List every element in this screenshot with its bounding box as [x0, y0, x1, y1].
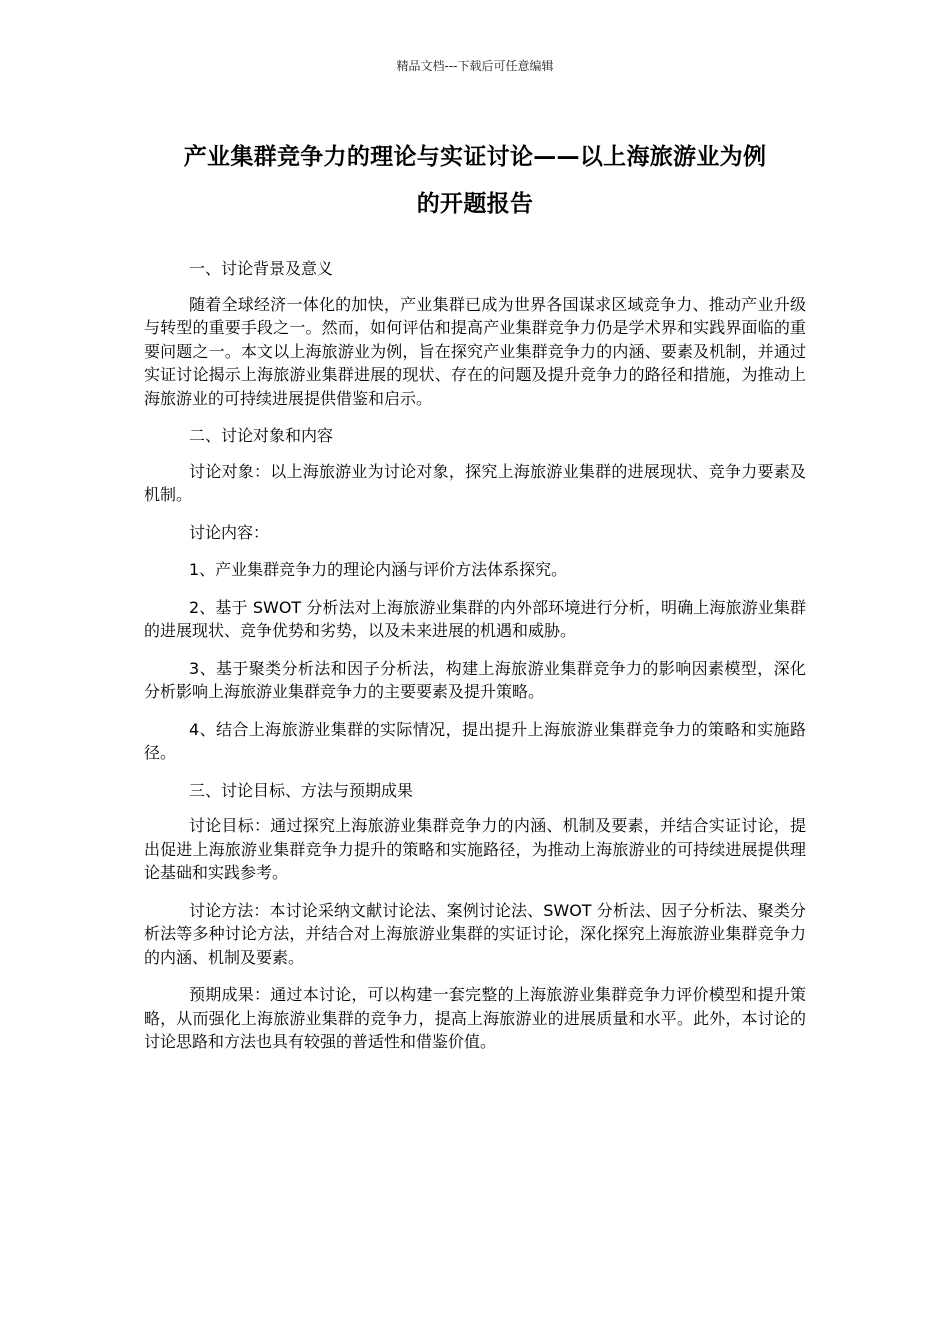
research-object-paragraph: 讨论对象：以上海旅游业为讨论对象，探究上海旅游业集群的进展现状、竞争力要素及机制。 — [144, 461, 806, 504]
title-line-2: 的开题报告 — [416, 191, 534, 217]
section-2-heading: 二、讨论对象和内容 — [189, 426, 334, 445]
section-1-paragraph: 随着全球经济一体化的加快，产业集群已成为世界各国谋求区域竞争力、推动产业升级与转型的重要手段之一。然而，如何评估和提高产业集群竞争力仍是学术界和实践界面临的重要问题之一。本文以上海旅游业为例，旨在探究产业集群竞争力的内涵、要素及机制，并通过实证讨论揭示上海旅游业集群进展的现状、存在的问题及提升竞争力的路径和措施，为推动上海旅游业的可持续进展提供借鉴和启示。 — [144, 294, 806, 408]
document-title — [140, 134, 810, 228]
research-goal-paragraph: 讨论目标：通过探究上海旅游业集群竞争力的内涵、机制及要素，并结合实证讨论，提出促进上海旅游业集群竞争力提升的策略和实施路径，为推动上海旅游业的可持续进展提供理论基础和实践参考。 — [144, 816, 806, 882]
section-1-heading: 一、讨论背景及意义 — [189, 259, 334, 278]
research-item-3: 3、基于聚类分析法和因子分析法，构建上海旅游业集群竞争力的影响因素模型，深化分析影响上海旅游业集群竞争力的主要要素及提升策略。 — [144, 658, 806, 701]
header-note: 精品文档---下载后可任意编辑 — [396, 59, 554, 73]
research-method-paragraph: 讨论方法：本讨论采纳文献讨论法、案例讨论法、SWOT 分析法、因子分析法、聚类分析法等多种讨论方法，并结合对上海旅游业集群的实证讨论，深化探究上海旅游业集群竞争力的内涵、机制及要素。 — [144, 900, 806, 967]
research-item-1: 1、产业集群竞争力的理论内涵与评价方法体系探究。 — [189, 560, 568, 579]
title-line-1: 产业集群竞争力的理论与实证讨论——以上海旅游业为例 — [183, 144, 767, 170]
section-3-heading: 三、讨论目标、方法与预期成果 — [189, 780, 414, 800]
document-body — [144, 257, 806, 1068]
expected-outcome-paragraph: 预期成果：通过本讨论，可以构建一套完整的上海旅游业集群竞争力评价模型和提升策略，从而强化上海旅游业集群的竞争力，提高上海旅游业的进展质量和水平。此外，本讨论的讨论思路和方法也具有较强的普适性和借鉴价值。 — [144, 985, 806, 1051]
research-item-4: 4、结合上海旅游业集群的实际情况，提出提升上海旅游业集群竞争力的策略和实施路径。 — [144, 719, 806, 762]
research-item-2: 2、基于 SWOT 分析法对上海旅游业集群的内外部环境进行分析，明确上海旅游业集群的进展现状、竞争优势和劣势，以及未来进展的机遇和威胁。 — [144, 597, 806, 640]
research-content-label: 讨论内容： — [189, 522, 270, 542]
